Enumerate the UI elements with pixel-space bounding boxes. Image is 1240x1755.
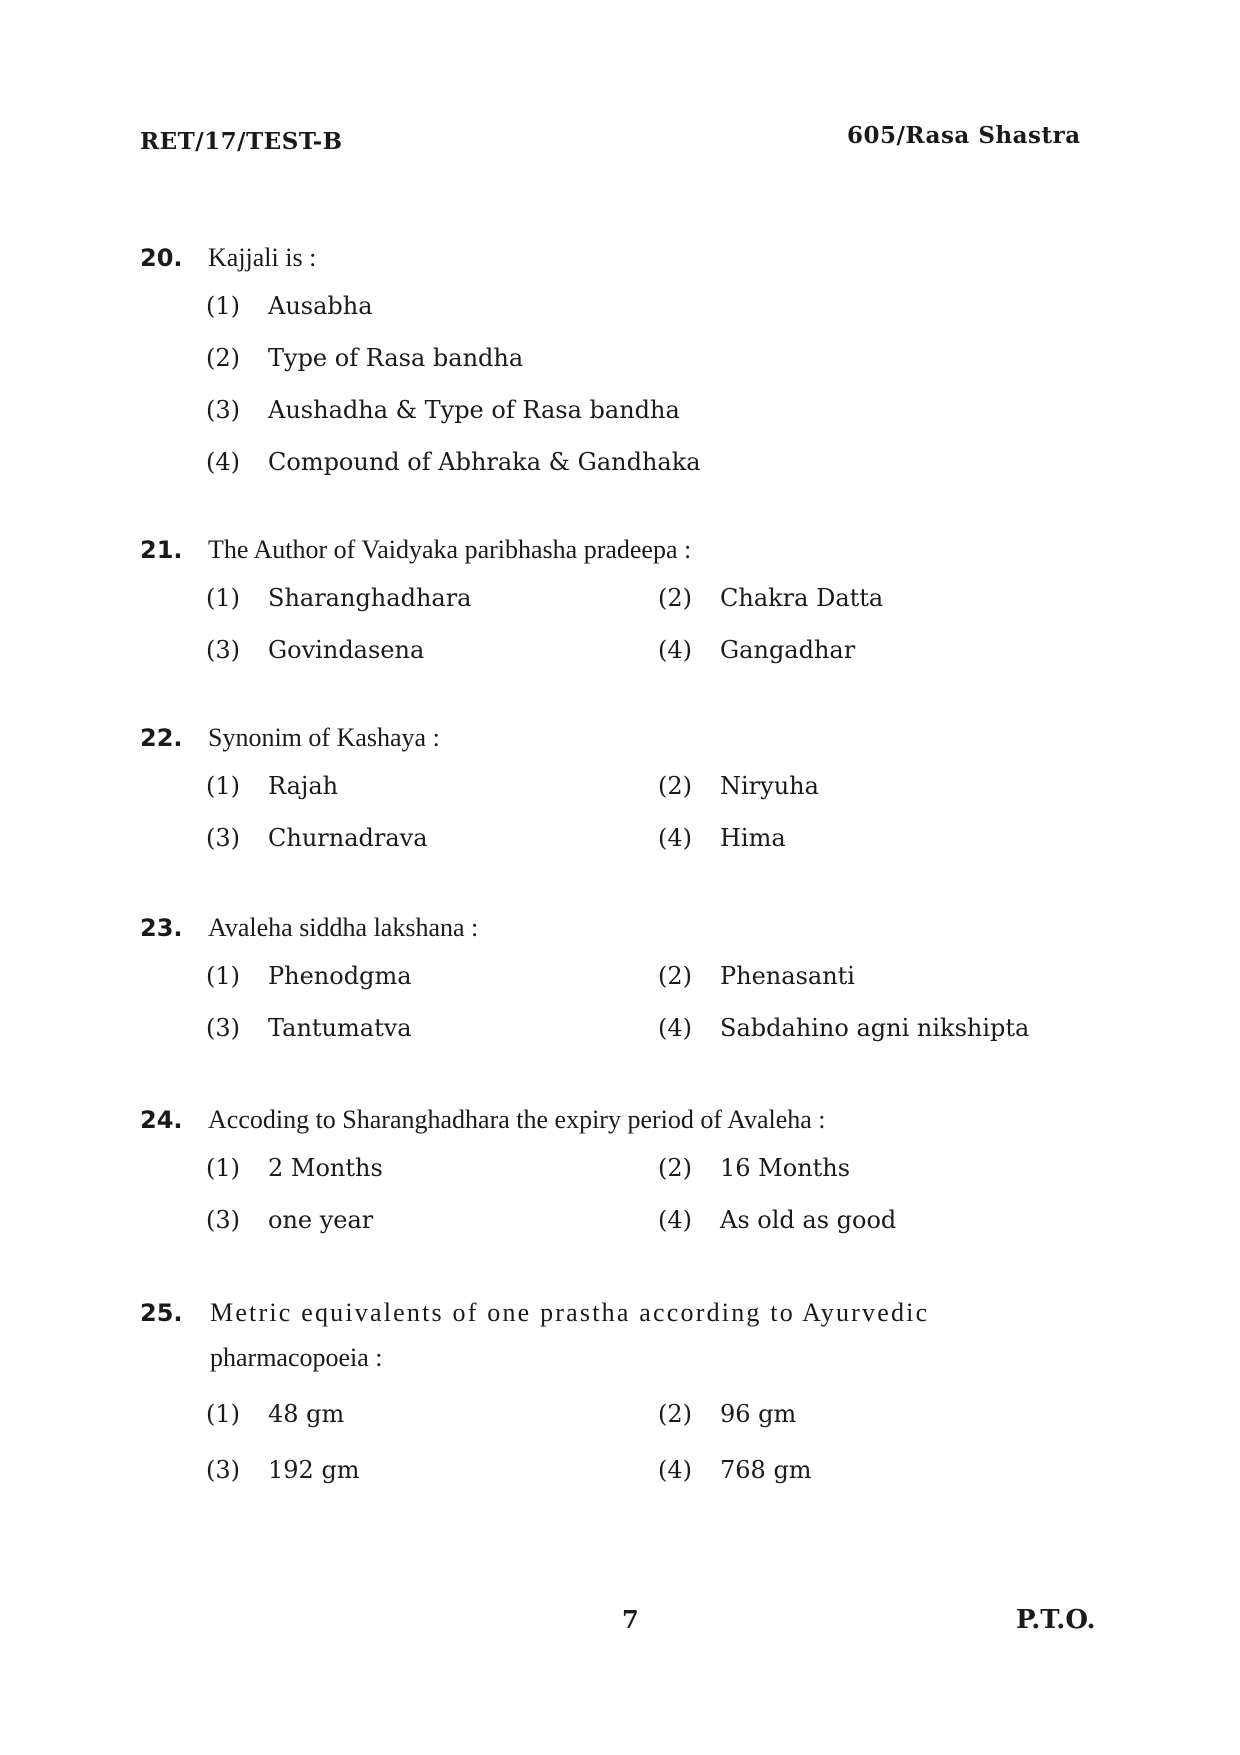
question-number: 20. [140, 244, 183, 272]
option-text: Chakra Datta [720, 584, 884, 612]
option-number: (3) [206, 396, 240, 424]
options-grid [206, 572, 1120, 676]
option-number: (2) [658, 1154, 692, 1182]
option-1 [206, 1386, 658, 1442]
option-text: Sharanghadhara [268, 584, 472, 612]
option-text: one year [268, 1206, 374, 1234]
pto-label: P.T.O. [1016, 1605, 1096, 1635]
option-3 [206, 1442, 658, 1498]
page-number: 7 [622, 1605, 639, 1634]
option-2 [658, 1142, 1078, 1194]
question-text: Metric equivalents of one prastha according to Ayurvedic [210, 1298, 930, 1327]
option-4 [658, 624, 1078, 676]
question-stem [140, 236, 1120, 280]
question-22 [140, 716, 1120, 864]
option-text: Govindasena [268, 636, 425, 664]
question-number: 23. [140, 914, 183, 942]
header-exam-code: RET/17/TEST-B [140, 128, 343, 155]
options-grid [206, 760, 1120, 864]
option-1 [206, 572, 658, 624]
question-text: Accoding to Sharanghadhara the expiry period of Avaleha : [208, 1105, 826, 1134]
option-number: (3) [206, 636, 240, 664]
question-21 [140, 528, 1120, 676]
option-number: (2) [658, 584, 692, 612]
question-20 [140, 236, 1120, 488]
question-stem [140, 716, 1120, 760]
question-text: Kajjali is : [208, 243, 317, 272]
option-text: 768 gm [720, 1456, 812, 1484]
question-number: 22. [140, 724, 183, 752]
option-number: (3) [206, 1014, 240, 1042]
option-number: (2) [206, 344, 240, 372]
question-number: 25. [140, 1299, 183, 1327]
question-text-continued: pharmacopoeia : [210, 1343, 383, 1372]
option-2 [658, 572, 1078, 624]
option-number: (4) [658, 824, 692, 852]
option-4 [658, 1442, 1078, 1498]
option-number: (3) [206, 824, 240, 852]
option-number: (3) [206, 1206, 240, 1234]
question-text: The Author of Vaidyaka paribhasha pradeepa : [208, 535, 692, 564]
option-text: 96 gm [720, 1400, 797, 1428]
options-list [206, 280, 1120, 488]
option-2 [658, 1386, 1078, 1442]
option-number: (2) [658, 772, 692, 800]
option-text: Hima [720, 824, 786, 852]
option-4 [658, 1002, 1078, 1054]
option-3 [206, 812, 658, 864]
option-2 [658, 950, 1078, 1002]
option-4 [658, 1194, 1078, 1246]
option-3 [206, 1002, 658, 1054]
question-text: Synonim of Kashaya : [208, 723, 440, 752]
question-text: Avaleha siddha lakshana : [208, 913, 479, 942]
option-number: (1) [206, 584, 240, 612]
option-number: (1) [206, 292, 240, 320]
question-24 [140, 1098, 1120, 1246]
option-text: Phenasanti [720, 962, 855, 990]
option-number: (1) [206, 1400, 240, 1428]
option-number: (1) [206, 962, 240, 990]
option-3 [206, 624, 658, 676]
option-text: Rajah [268, 772, 339, 800]
option-text: As old as good [720, 1206, 897, 1234]
option-number: (4) [658, 1456, 692, 1484]
question-stem [140, 528, 1120, 572]
option-text: 192 gm [268, 1456, 360, 1484]
option-4 [206, 436, 906, 488]
option-1 [206, 1142, 658, 1194]
option-1 [206, 950, 658, 1002]
option-number: (1) [206, 772, 240, 800]
option-text: Sabdahino agni nikshipta [720, 1014, 1030, 1042]
question-25 [140, 1290, 1120, 1498]
header-subject: 605/Rasa Shastra [847, 122, 1081, 149]
option-number: (4) [206, 448, 240, 476]
question-stem [140, 1290, 1090, 1336]
option-text: Niryuha [720, 772, 819, 800]
option-number: (2) [658, 1400, 692, 1428]
option-text: Churnadrava [268, 824, 428, 852]
option-number: (4) [658, 1014, 692, 1042]
question-stem [140, 906, 1120, 950]
option-2 [206, 332, 906, 384]
option-2 [658, 760, 1078, 812]
option-number: (3) [206, 1456, 240, 1484]
option-4 [658, 812, 1078, 864]
question-number: 21. [140, 536, 183, 564]
option-number: (1) [206, 1154, 240, 1182]
option-text: 16 Months [720, 1154, 851, 1182]
option-text: Phenodgma [268, 962, 412, 990]
option-3 [206, 384, 906, 436]
options-grid [206, 1386, 1120, 1498]
option-text: Tantumatva [268, 1014, 412, 1042]
option-3 [206, 1194, 658, 1246]
option-number: (4) [658, 1206, 692, 1234]
options-grid [206, 950, 1120, 1054]
question-stem [140, 1098, 1120, 1142]
option-text: Gangadhar [720, 636, 856, 664]
option-text: 2 Months [268, 1154, 383, 1182]
question-23 [140, 906, 1120, 1054]
option-number: (4) [658, 636, 692, 664]
option-text: Ausabha [268, 292, 373, 320]
option-text: Aushadha & Type of Rasa bandha [268, 396, 680, 424]
question-number: 24. [140, 1106, 183, 1134]
option-number: (2) [658, 962, 692, 990]
option-1 [206, 280, 906, 332]
option-text: Compound of Abhraka & Gandhaka [268, 448, 701, 476]
option-text: 48 gm [268, 1400, 345, 1428]
options-grid [206, 1142, 1120, 1246]
option-text: Type of Rasa bandha [268, 344, 524, 372]
option-1 [206, 760, 658, 812]
